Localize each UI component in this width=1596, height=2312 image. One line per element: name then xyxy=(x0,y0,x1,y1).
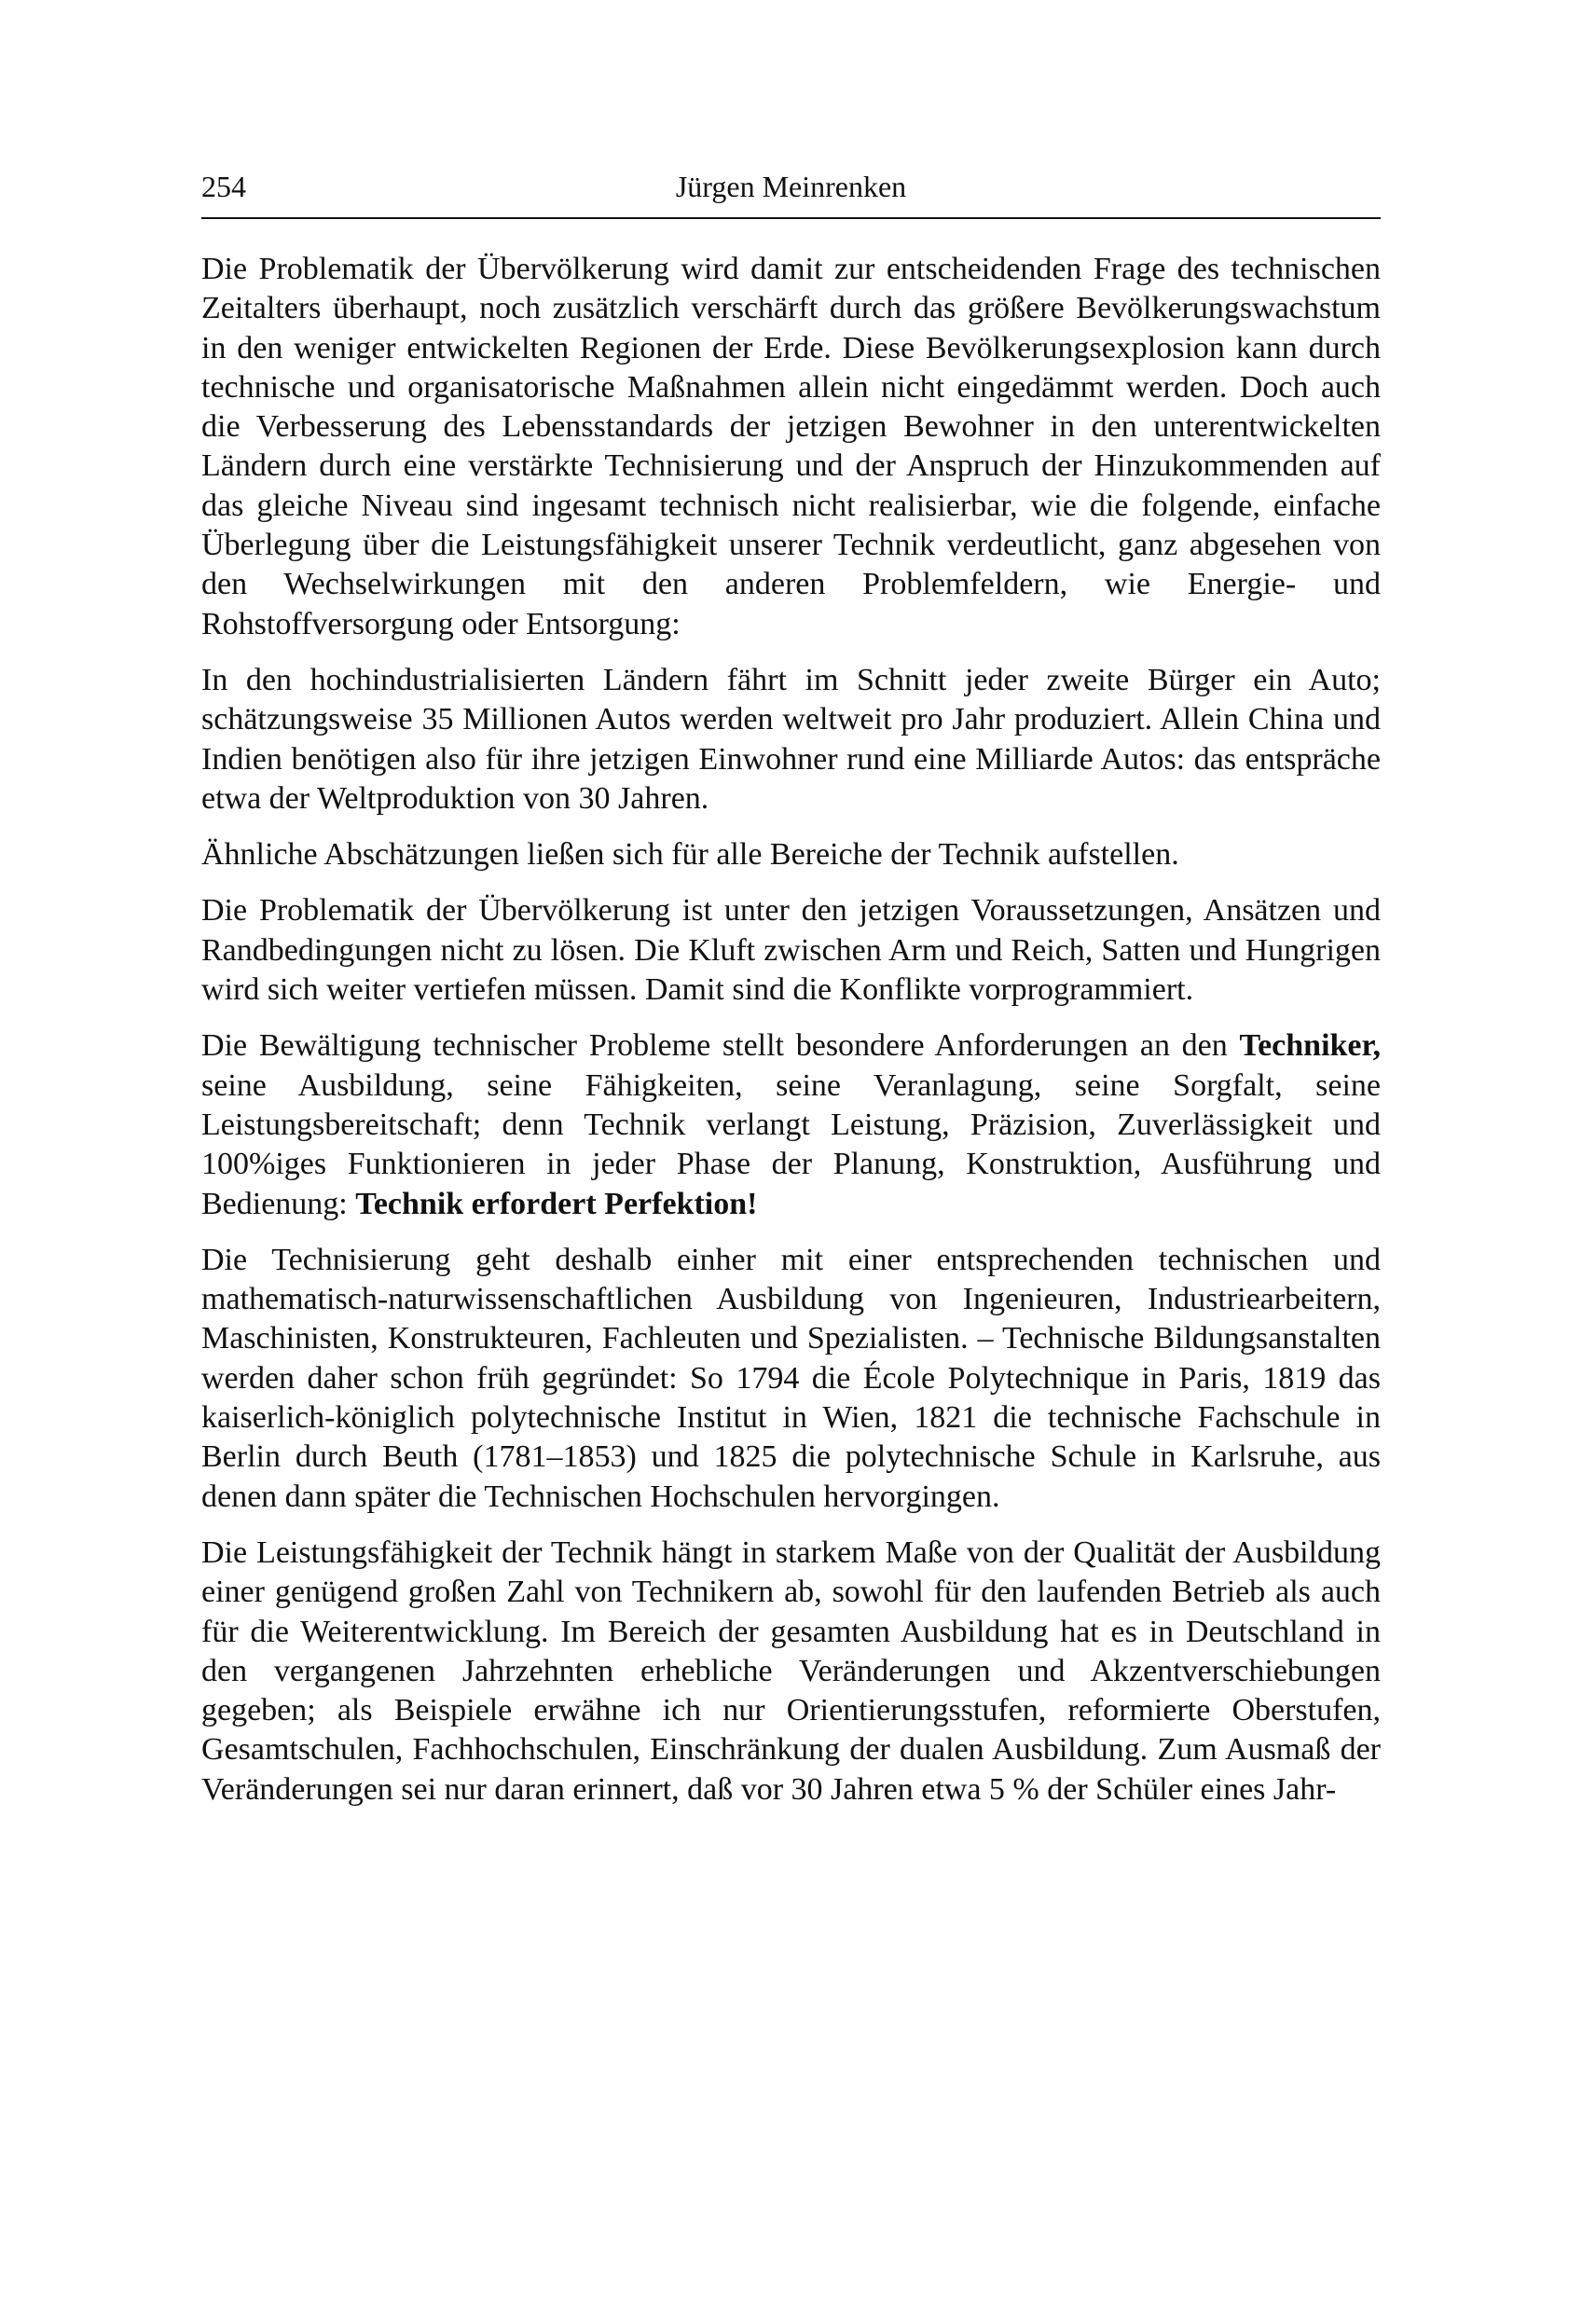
paragraph-text-segment: Die Bewältigung technischer Probleme stellt besondere Anforderungen an den xyxy=(201,1028,1240,1064)
paragraph-education-quality: Die Leistungsfähigkeit der Technik hängt in starkem Maße von der Qualität der Ausbildung einer genügend großen Zahl von Technikern ab, sowohl für den laufenden Betrieb als auch für die Weiterentwicklung. Im Bereich der gesamten Ausbildung hat es in Deutschland in den vergangenen Jahrzehnten erhebliche Veränderungen und Akzentverschiebungen gegeben; als Beispiele erwähne ich nur Orientierungsstufen, reformierte Oberstufen, Gesamtschulen, Fachhochschulen, Einschränkung der dualen Ausbildung. Zum Ausmaß der Veränderungen sei nur daran erinnert, daß vor 30 Jahren etwa 5 % der Schüler eines Jahr- xyxy=(201,1534,1381,1807)
body-text xyxy=(201,250,1381,1826)
header-rule xyxy=(201,217,1381,219)
page-number: 254 xyxy=(201,170,246,203)
running-head-author: Jürgen Meinrenken xyxy=(675,170,907,203)
paragraph-car-estimate: In den hochindustrialisierten Ländern fährt im Schnitt jeder zweite Bürger ein Auto; schätzungsweise 35 Millionen Autos werden weltweit pro Jahr produziert. Allein China und Indien benötigen also für ihre jetzigen Einwohner rund eine Milliarde Autos: das entspräche etwa der Weltproduktion von 30 Jahren. xyxy=(201,662,1381,816)
emphasis-techniker: Techniker, xyxy=(1239,1028,1381,1064)
page-header xyxy=(201,168,1381,213)
paragraph-technician-demands xyxy=(201,1026,1381,1223)
paragraph-technical-education: Die Technisierung geht deshalb einher mit einer entsprechenden technischen und mathematisch-naturwissenschaftlichen Ausbildung von Ingenieuren, Industriearbeitern, Maschinisten, Konstrukteuren, Fachleuten und Spezialisten. – Technische Bildungsanstalten werden daher schon früh gegründet: So 1794 die École Polytechnique in Paris, 1819 das kaiserlich-königlich polytechnische Institut in Wien, 1821 die technische Fachschule in Berlin durch Beuth (1781–1853) und 1825 die polytechnische Schule in Karlsruhe, aus denen dann später die Technischen Hochschulen hervorgingen. xyxy=(201,1242,1381,1514)
paragraph-unsolvable-problem: Die Problematik der Übervölkerung ist unter den jetzigen Voraussetzungen, Ansätzen und Randbedingungen nicht zu lösen. Die Kluft zwischen Arm und Reich, Satten und Hungrigen wird sich weiter vertiefen müssen. Damit sind die Konflikte vorprogrammiert. xyxy=(201,893,1381,1008)
paragraph-text-segment: seine Ausbildung, seine Fähigkeiten, seine Veranlagung, seine Sorgfalt, seine Leistungsbereitschaft; denn Technik verlangt Leistung, Präzision, Zuverlässigkeit und 100%iges Funktionieren in jeder Phase der Planung, Konstruktion, Ausführung und Bedienung: xyxy=(201,1067,1381,1221)
paragraph-similar-estimates: Ähnliche Abschätzungen ließen sich für alle Bereiche der Technik aufstellen. xyxy=(201,837,1179,873)
paragraph-overpopulation-problem: Die Problematik der Übervölkerung wird damit zur entscheidenden Frage des technischen Zeitalters überhaupt, noch zusätzlich verschärft durch das größere Bevölkerungswachstum in den weniger entwickelten Regionen der Erde. Diese Bevölkerungsexplosion kann durch technische und organisatorische Maßnahmen allein nicht eingedämmt werden. Doch auch die Verbesserung des Lebensstandards der jetzigen Bewohner in den unterentwickelten Ländern durch eine verstärkte Technisierung und der Anspruch der Hinzukommenden auf das gleiche Niveau sind ingesamt technisch nicht realisierbar, wie die folgende, einfache Überlegung über die Leistungsfähigkeit unserer Technik verdeutlicht, ganz abgesehen von den Wechselwirkungen mit den anderen Problemfeldern, wie Energie- und Rohstoffversorgung oder Entsorgung: xyxy=(201,252,1381,641)
emphasis-perfection: Technik erfordert Perfektion! xyxy=(355,1186,758,1221)
